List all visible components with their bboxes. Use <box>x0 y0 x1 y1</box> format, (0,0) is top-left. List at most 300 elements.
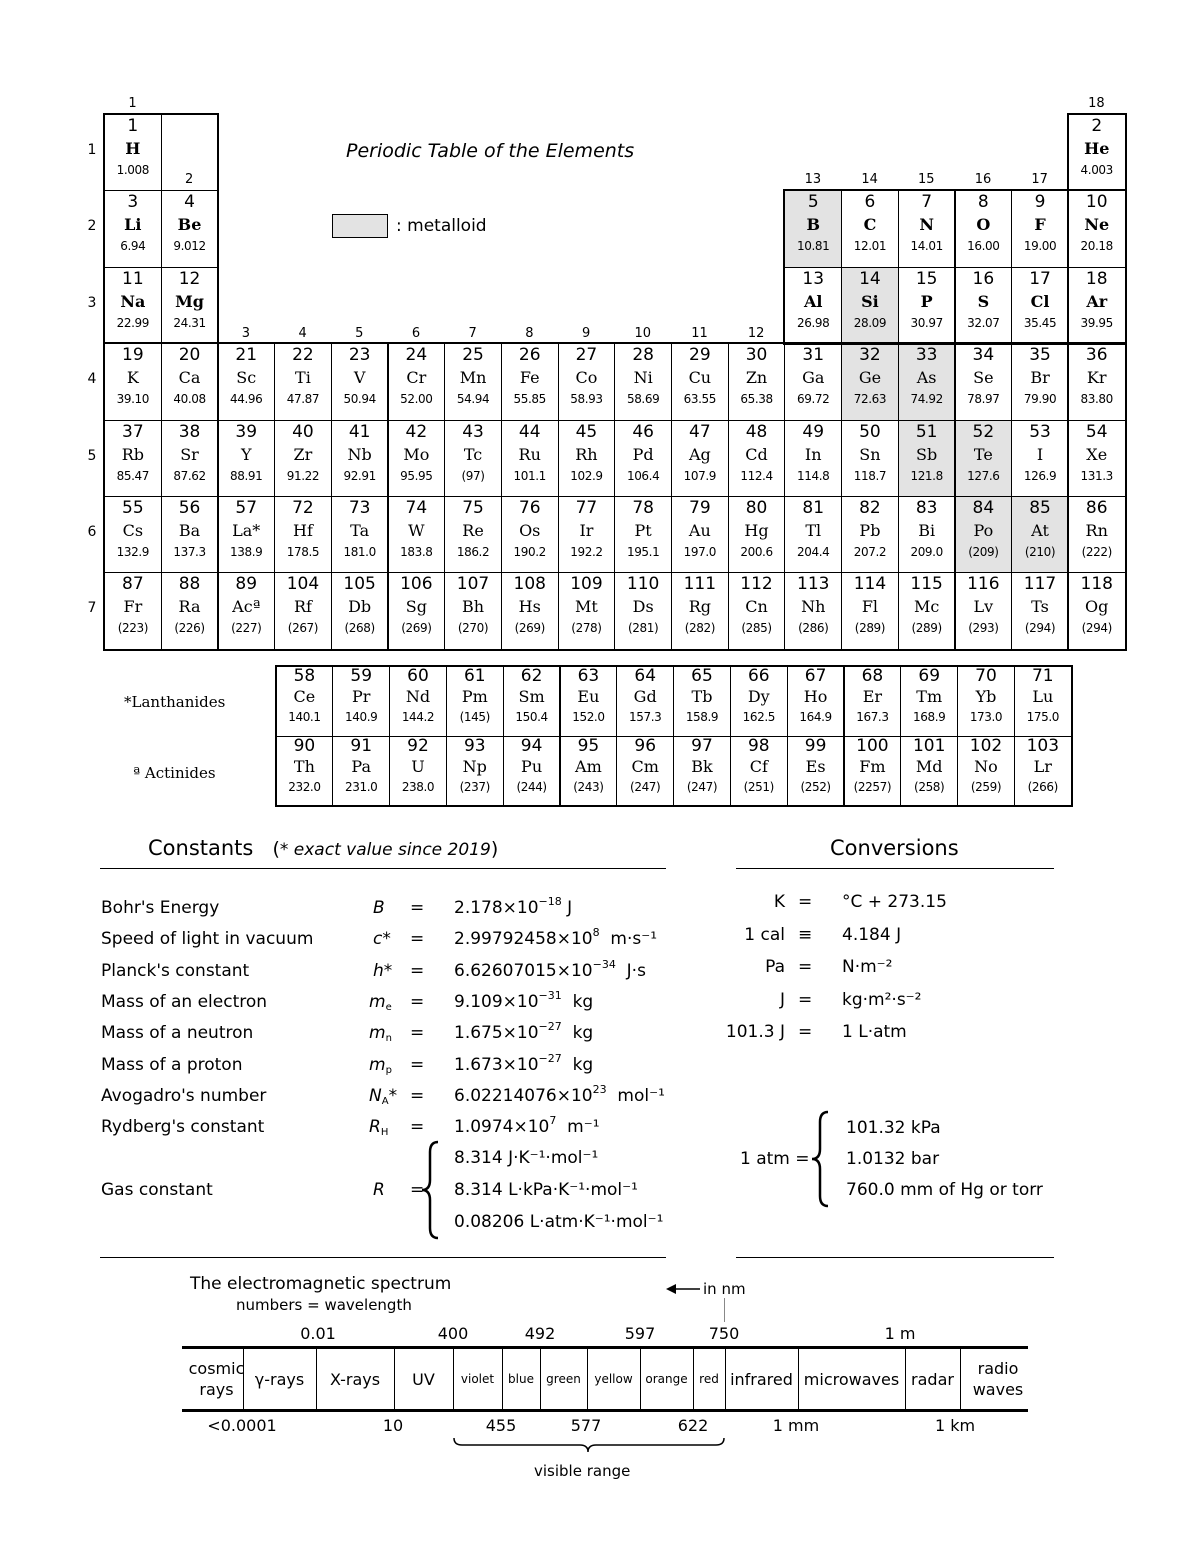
value-unit: J·s <box>615 960 646 981</box>
symbol-letter: B <box>373 898 385 918</box>
atomic-number: 23 <box>348 345 371 366</box>
atomic-number: 96 <box>634 736 657 756</box>
atomic-number: 19 <box>122 345 144 366</box>
element-symbol: Pb <box>859 521 881 540</box>
atomic-number: 52 <box>972 421 995 442</box>
element-cell-rn <box>1068 496 1126 573</box>
spectrum-divider <box>798 1348 799 1410</box>
element-cell-fe <box>501 343 559 420</box>
element-cell-b <box>784 190 842 267</box>
spectrum-divider <box>640 1348 641 1410</box>
atomic-number: 53 <box>1029 421 1051 442</box>
atomic-number: 4 <box>184 192 195 213</box>
constant-name: Avogadro's number <box>101 1085 267 1106</box>
atomic-mass: 121.8 <box>910 468 943 483</box>
atomic-mass: (293) <box>968 621 999 636</box>
spectrum-bottom-label: <0.0001 <box>207 1416 277 1435</box>
element-symbol: Co <box>575 368 598 388</box>
element-symbol: Ar <box>1086 291 1108 311</box>
element-symbol: Bi <box>918 521 936 540</box>
atomic-mass: (237) <box>459 780 490 794</box>
spectrum-band: γ-rays <box>254 1369 305 1389</box>
element-cell-cl <box>1011 267 1069 344</box>
constants-note: * exact value since 2019 <box>279 840 491 860</box>
constant-value <box>454 895 573 918</box>
atomic-mass: 112.4 <box>740 468 773 483</box>
atomic-mass: 1.008 <box>116 163 150 177</box>
actinides-label: ª Actinides <box>133 764 216 782</box>
element-cell-li <box>104 190 162 267</box>
element-symbol: Tc <box>463 444 483 464</box>
element-symbol: Mn <box>459 368 487 388</box>
element-symbol: La* <box>232 521 261 540</box>
element-cell-ac <box>217 572 275 649</box>
atomic-number: 82 <box>859 498 881 518</box>
conversion-lhs: 101.3 J <box>725 1022 785 1042</box>
element-symbol: Ts <box>1031 597 1049 617</box>
element-cell-hs <box>501 572 559 649</box>
element-cell-i <box>1011 420 1069 497</box>
atomic-number: 90 <box>293 736 316 756</box>
element-cell-na <box>104 267 162 344</box>
atomic-mass: (258) <box>914 780 945 794</box>
element-cell-rh <box>558 420 616 497</box>
atm-brace-icon <box>810 1110 832 1208</box>
atomic-mass: (282) <box>684 621 715 636</box>
element-cell-pd <box>614 420 672 497</box>
atomic-mass: 88.91 <box>230 468 263 483</box>
value-mantissa: 1.675×10 <box>454 1023 539 1044</box>
group-number: 15 <box>918 172 935 187</box>
atomic-mass: 195.1 <box>626 545 660 559</box>
atomic-number: 62 <box>520 666 543 686</box>
atomic-number: 108 <box>513 574 546 595</box>
constant-value <box>454 988 594 1012</box>
atomic-number: 111 <box>683 574 717 595</box>
symbol-letter: h* <box>373 960 393 981</box>
atomic-mass: 118.7 <box>853 468 887 483</box>
atomic-number: 36 <box>1085 345 1108 366</box>
spectrum-band: microwaves <box>803 1369 900 1389</box>
atomic-mass: 52.00 <box>400 392 433 407</box>
atomic-mass: 55.85 <box>513 392 546 407</box>
constant-symbol <box>369 1117 388 1137</box>
spectrum-top-label: 750 <box>708 1324 740 1343</box>
constants-note-close: ) <box>490 838 499 860</box>
atomic-mass: 40.08 <box>173 392 206 407</box>
atomic-number: 50 <box>859 421 881 442</box>
atomic-number: 60 <box>407 666 429 686</box>
atomic-mass: 95.95 <box>400 468 433 483</box>
atomic-mass: 87.62 <box>173 468 206 483</box>
atomic-number: 10 <box>1085 192 1108 213</box>
conversion-lhs: J <box>779 989 785 1010</box>
constant-value <box>454 1051 594 1075</box>
element-cell-zr <box>274 420 332 497</box>
element-symbol: Rg <box>688 597 711 617</box>
atomic-mass: 190.2 <box>513 545 546 559</box>
element-symbol: Se <box>973 368 994 388</box>
element-symbol: Np <box>462 757 487 776</box>
element-symbol: Mt <box>575 597 598 617</box>
atomic-number: 43 <box>462 421 484 442</box>
spectrum-divider <box>587 1348 588 1410</box>
element-symbol: Mg <box>175 291 204 311</box>
element-cell-be <box>161 190 219 267</box>
element-cell-br <box>1011 343 1069 420</box>
atomic-mass: 58.69 <box>626 392 660 407</box>
element-cell-hg <box>728 496 786 573</box>
atomic-mass: (294) <box>1024 621 1056 636</box>
atomic-number: 33 <box>915 345 938 366</box>
element-symbol: Pt <box>634 521 652 540</box>
element-symbol: Tm <box>916 687 943 706</box>
atomic-mass: (247) <box>686 780 718 794</box>
gas-constant-symbol: R <box>373 1180 385 1200</box>
period-number: 1 <box>87 142 97 158</box>
constant-equals: = <box>410 1054 425 1075</box>
element-symbol: Th <box>293 757 315 776</box>
atomic-number: 95 <box>577 736 600 756</box>
element-symbol: He <box>1084 139 1110 158</box>
atomic-mass: 192.2 <box>570 545 603 559</box>
conversion-relation: = <box>798 957 813 977</box>
atomic-mass: (289) <box>854 621 886 636</box>
value-exponent: −27 <box>538 1051 562 1065</box>
atomic-number: 92 <box>407 736 429 756</box>
element-symbol: O <box>976 215 991 235</box>
symbol-subscript: n <box>385 1033 392 1045</box>
element-symbol: W <box>408 521 425 540</box>
element-cell-au <box>671 496 729 573</box>
atomic-number: 83 <box>915 498 938 518</box>
element-symbol: Db <box>348 597 372 617</box>
atomic-number: 67 <box>804 666 827 686</box>
element-cell-at <box>1011 496 1069 573</box>
element-cell-lv <box>955 572 1013 649</box>
value-mantissa: 1.673×10 <box>454 1054 539 1075</box>
atomic-number: 74 <box>405 498 428 518</box>
spectrum-title: The electromagnetic spectrum <box>190 1274 452 1294</box>
element-cell-si <box>841 267 899 344</box>
element-cell-ru <box>501 420 559 497</box>
value-exponent: 8 <box>592 926 600 940</box>
symbol-letter: c* <box>373 929 391 950</box>
element-cell-sc <box>217 343 275 420</box>
element-symbol: Be <box>177 215 202 235</box>
atomic-mass: 183.8 <box>400 545 433 559</box>
atomic-mass: 30.97 <box>910 315 943 330</box>
element-symbol: Cm <box>631 757 659 776</box>
spectrum-band: X-rays <box>329 1369 381 1389</box>
atomic-mass: (278) <box>571 621 602 636</box>
atomic-mass: 20.18 <box>1080 239 1113 254</box>
atomic-mass: (247) <box>630 780 661 794</box>
period-number: 5 <box>87 447 97 464</box>
atomic-number: 44 <box>518 421 541 442</box>
atomic-mass: 162.5 <box>742 710 775 724</box>
element-symbol: Lr <box>1033 757 1052 776</box>
atomic-mass: (268) <box>344 621 375 636</box>
element-cell-pb <box>841 496 899 573</box>
page-title: Periodic Table of the Elements <box>346 140 635 162</box>
element-symbol: Lv <box>973 597 994 617</box>
atomic-mass: 114.8 <box>797 468 830 483</box>
conversion-relation: = <box>798 989 813 1010</box>
period-number: 4 <box>87 371 97 388</box>
element-symbol: Sm <box>518 687 545 706</box>
atomic-number: 41 <box>348 421 371 442</box>
element-symbol: Rf <box>293 597 312 617</box>
element-cell-rb <box>104 420 162 497</box>
atm-label: 1 atm = <box>740 1149 810 1169</box>
atomic-mass: 63.55 <box>683 392 717 407</box>
constant-symbol <box>369 1055 392 1075</box>
atomic-number: 13 <box>802 268 825 289</box>
atomic-mass: 197.0 <box>683 545 717 559</box>
constant-name: Rydberg's constant <box>101 1117 265 1138</box>
atomic-number: 77 <box>575 498 598 518</box>
element-cell-mn <box>444 343 502 420</box>
atomic-mass: 137.3 <box>173 545 206 559</box>
atomic-number: 106 <box>400 574 433 595</box>
spectrum-band: violet <box>460 1371 495 1386</box>
conversion-rhs: °C + 273.15 <box>842 892 947 912</box>
value-exponent: −18 <box>538 895 562 908</box>
group-number: 14 <box>861 172 878 187</box>
element-cell-y <box>217 420 275 497</box>
atomic-number: 114 <box>853 574 887 595</box>
atomic-number: 89 <box>235 574 258 595</box>
spectrum-band: orange <box>645 1371 688 1386</box>
atomic-number: 54 <box>1085 421 1108 442</box>
atomic-number: 8 <box>977 192 989 213</box>
atomic-number: 12 <box>178 268 201 289</box>
element-symbol: Au <box>688 521 711 540</box>
atomic-mass: 168.9 <box>913 710 946 724</box>
atomic-number: 100 <box>856 736 889 756</box>
atomic-number: 109 <box>570 574 603 595</box>
element-symbol: Mo <box>403 444 430 464</box>
element-cell-rg <box>671 572 729 649</box>
atomic-number: 117 <box>1023 574 1057 595</box>
atomic-mass: 164.9 <box>799 710 832 724</box>
atomic-number: 66 <box>747 666 770 686</box>
element-cell-pt <box>614 496 672 573</box>
group-number: 11 <box>691 326 708 341</box>
atomic-mass: 28.09 <box>853 315 887 330</box>
constants-rule <box>100 868 666 869</box>
atomic-mass: 107.9 <box>683 468 717 483</box>
atomic-number: 76 <box>518 498 541 518</box>
element-symbol: Cl <box>1030 291 1050 311</box>
atomic-number: 5 <box>807 192 819 213</box>
element-symbol: Fl <box>861 597 879 617</box>
element-symbol: Zn <box>745 368 768 388</box>
atomic-number: 42 <box>405 421 428 442</box>
atomic-mass: 178.5 <box>286 545 320 559</box>
group-number: 18 <box>1088 96 1105 111</box>
atomic-mass: 150.4 <box>515 710 548 724</box>
spectrum-divider <box>960 1348 961 1410</box>
element-cell-hf <box>274 496 332 573</box>
element-cell-p <box>898 267 956 344</box>
element-symbol: Acª <box>232 597 261 617</box>
spectrum-top-label: 1 m <box>884 1324 916 1343</box>
atomic-number: 105 <box>343 574 376 595</box>
element-symbol: Pa <box>351 757 371 776</box>
atomic-mass: 175.0 <box>1026 710 1059 724</box>
constant-value <box>454 1020 594 1044</box>
spectrum-bottom-label: 577 <box>570 1416 602 1435</box>
atomic-number: 39 <box>235 421 258 442</box>
spectrum-band: green <box>546 1371 581 1386</box>
group-number: 16 <box>974 172 992 187</box>
spectrum-top-label: 0.01 <box>300 1324 336 1343</box>
element-symbol: Pm <box>461 687 488 706</box>
element-cell-db <box>331 572 389 649</box>
element-symbol: Ds <box>632 597 654 617</box>
element-symbol: Md <box>915 757 943 776</box>
atomic-number: 20 <box>178 345 201 366</box>
symbol-subscript: A <box>381 1095 389 1107</box>
element-symbol: F <box>1034 215 1046 235</box>
element-cell-nb <box>331 420 389 497</box>
element-cell-te <box>955 420 1013 497</box>
atomic-number: 56 <box>178 498 201 518</box>
atomic-mass: (243) <box>573 780 604 794</box>
element-symbol: Cf <box>749 757 768 776</box>
atomic-number: 57 <box>235 498 258 518</box>
gas-constant-equals: = <box>410 1180 425 1200</box>
spectrum-divider <box>725 1348 726 1410</box>
atomic-mass: 92.91 <box>343 468 376 483</box>
group-number: 12 <box>747 326 765 341</box>
atomic-number: 9 <box>1034 192 1046 213</box>
atomic-number: 46 <box>632 421 654 442</box>
element-symbol: Cs <box>122 521 144 540</box>
atomic-mass: (2257) <box>853 780 892 794</box>
element-cell-c <box>841 190 899 267</box>
metalloid-swatch <box>332 214 388 238</box>
atomic-mass: 44.96 <box>230 392 263 407</box>
atomic-number: 25 <box>462 345 484 366</box>
atomic-mass: 72.63 <box>853 392 887 407</box>
atomic-number: 59 <box>350 666 373 686</box>
group-number: 1 <box>128 96 137 111</box>
constants-heading <box>148 836 498 860</box>
constant-symbol <box>373 929 391 949</box>
atomic-number: 103 <box>1026 736 1060 756</box>
element-cell-se <box>955 343 1013 420</box>
conversion-rhs: kg·m²·s⁻² <box>842 989 922 1010</box>
spectrum-divider <box>453 1348 454 1410</box>
atomic-number: 29 <box>689 345 711 366</box>
spectrum-unit-note: in nm <box>703 1280 746 1298</box>
spectrum-divider <box>905 1348 906 1410</box>
atomic-mass: (244) <box>516 780 547 794</box>
atomic-number: 2 <box>1091 116 1103 136</box>
unit-note-tick <box>724 1298 725 1322</box>
atomic-number: 81 <box>802 498 825 518</box>
conversion-rhs: 1 L·atm <box>842 1022 907 1042</box>
spectrum-divider <box>693 1348 694 1410</box>
element-symbol: Fm <box>859 757 886 776</box>
atomic-number: 37 <box>122 421 144 442</box>
element-symbol: Sg <box>405 597 427 617</box>
group-number: 6 <box>411 326 421 341</box>
atomic-mass: 181.0 <box>343 545 376 559</box>
element-cell-nh <box>784 572 842 649</box>
element-symbol: Po <box>973 521 994 540</box>
atomic-number: 78 <box>632 498 654 518</box>
element-cell-ga <box>784 343 842 420</box>
element-cell-ge <box>841 343 899 420</box>
conversions-bottom-rule <box>736 1257 1054 1258</box>
symbol-suffix: * <box>388 1085 398 1106</box>
value-exponent: −34 <box>592 957 616 971</box>
atm-value: 101.32 kPa <box>846 1118 941 1138</box>
atomic-mass: 83.80 <box>1080 392 1113 407</box>
element-symbol: K <box>126 368 139 388</box>
group-number: 7 <box>468 326 477 341</box>
symbol-letter: R <box>369 1117 381 1138</box>
element-symbol: Ne <box>1084 215 1110 235</box>
atomic-mass: (210) <box>1024 545 1056 559</box>
atomic-number: 32 <box>859 345 881 366</box>
atomic-number: 84 <box>972 498 995 518</box>
element-cell-ar <box>1068 267 1126 344</box>
spectrum-divider <box>316 1348 317 1410</box>
element-cell-cd <box>728 420 786 497</box>
constant-name: Mass of a neutron <box>101 1023 254 1044</box>
constant-equals: = <box>410 991 425 1012</box>
element-symbol: Nd <box>405 687 431 706</box>
period-number: 3 <box>87 294 97 311</box>
conversion-relation: = <box>798 892 813 912</box>
atomic-number: 73 <box>348 498 371 518</box>
spectrum-divider <box>502 1348 503 1410</box>
spectrum-bottom-label: 622 <box>677 1416 709 1435</box>
atomic-number: 116 <box>967 574 1000 595</box>
element-symbol: C <box>863 215 877 235</box>
atomic-mass: 79.90 <box>1023 392 1057 407</box>
atm-value: 760.0 mm of Hg or torr <box>846 1180 1043 1200</box>
atomic-number: 38 <box>178 421 201 442</box>
element-cell-os <box>501 496 559 573</box>
element-cell-mo <box>388 420 446 497</box>
element-symbol: As <box>916 368 937 388</box>
symbol-letter: N <box>369 1085 382 1106</box>
spectrum-top-label: 597 <box>624 1324 656 1343</box>
atomic-mass: (286) <box>798 621 829 636</box>
element-cell-as <box>898 343 956 420</box>
atomic-number: 15 <box>915 268 938 289</box>
atomic-mass: (209) <box>968 545 999 559</box>
element-cell-ag <box>671 420 729 497</box>
atomic-mass: (145) <box>459 710 490 724</box>
atomic-mass: 39.10 <box>116 392 150 407</box>
element-symbol: Ce <box>293 687 316 706</box>
group-number: 5 <box>355 326 364 341</box>
value-mantissa: 2.178×10 <box>454 898 539 918</box>
atomic-mass: (270) <box>457 621 489 636</box>
atomic-mass: 58.93 <box>570 392 603 407</box>
symbol-letter: m <box>369 991 386 1012</box>
element-symbol: Og <box>1085 597 1109 617</box>
atomic-number: 64 <box>634 666 657 686</box>
conversions-rule <box>736 868 1054 869</box>
